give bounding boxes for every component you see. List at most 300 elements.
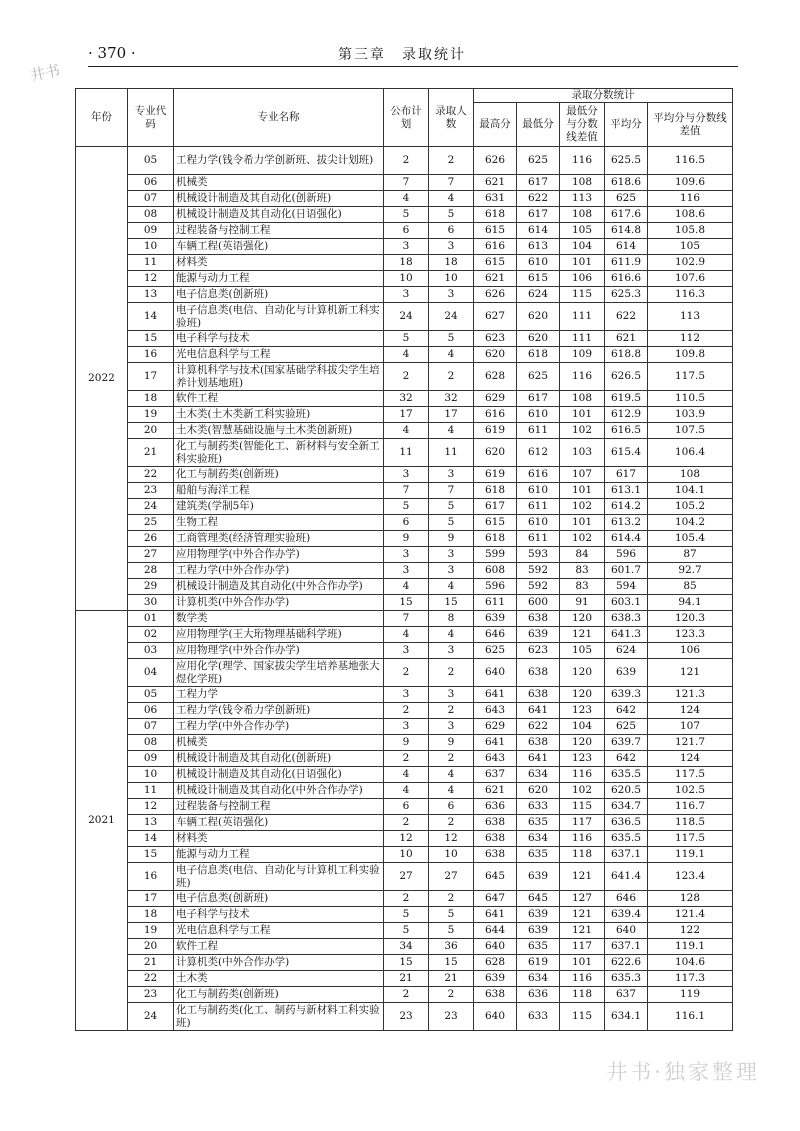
admitted-cell: 11 (429, 439, 474, 467)
plan-cell: 7 (384, 175, 429, 191)
admitted-cell: 18 (429, 255, 474, 271)
avg-cell: 620.5 (605, 783, 648, 799)
name-cell: 过程装备与控制工程 (174, 223, 384, 239)
avg-diff-cell: 117.5 (648, 767, 733, 783)
table-row (76, 1003, 733, 1031)
admitted-cell: 6 (429, 223, 474, 239)
avg-cell: 622.6 (605, 955, 648, 971)
min-diff-cell: 123 (560, 703, 605, 719)
plan-cell: 5 (384, 907, 429, 923)
admitted-cell: 5 (429, 907, 474, 923)
min-cell: 611 (517, 423, 560, 439)
min-diff-cell: 121 (560, 863, 605, 891)
avg-diff-cell: 104.2 (648, 515, 733, 531)
table-row (76, 863, 733, 891)
table-row (76, 287, 733, 303)
plan-cell: 4 (384, 783, 429, 799)
min-diff-cell: 120 (560, 687, 605, 703)
plan-cell: 9 (384, 531, 429, 547)
admitted-cell: 10 (429, 847, 474, 863)
min-diff-cell: 101 (560, 955, 605, 971)
name-cell: 应用物理学(中外合作办学) (174, 547, 384, 563)
name-cell: 船舶与海洋工程 (174, 483, 384, 499)
min-cell: 635 (517, 847, 560, 863)
max-cell: 638 (474, 815, 517, 831)
code-cell: 23 (128, 483, 174, 499)
table-row (76, 439, 733, 467)
plan-cell: 5 (384, 331, 429, 347)
avg-cell: 594 (605, 579, 648, 595)
avg-diff-cell: 102.5 (648, 783, 733, 799)
max-cell: 615 (474, 255, 517, 271)
min-diff-cell: 116 (560, 363, 605, 391)
avg-cell: 642 (605, 703, 648, 719)
col-year: 年份 (76, 89, 128, 147)
code-cell: 16 (128, 347, 174, 363)
avg-diff-cell: 112 (648, 331, 733, 347)
code-cell: 07 (128, 191, 174, 207)
min-cell: 612 (517, 439, 560, 467)
avg-cell: 616.5 (605, 423, 648, 439)
min-diff-cell: 108 (560, 391, 605, 407)
admitted-cell: 5 (429, 499, 474, 515)
max-cell: 621 (474, 783, 517, 799)
code-cell: 30 (128, 595, 174, 611)
avg-diff-cell: 85 (648, 579, 733, 595)
plan-cell: 4 (384, 767, 429, 783)
code-cell: 18 (128, 907, 174, 923)
max-cell: 631 (474, 191, 517, 207)
avg-cell: 614 (605, 239, 648, 255)
avg-diff-cell: 116.3 (648, 287, 733, 303)
table-row (76, 407, 733, 423)
avg-diff-cell: 116.7 (648, 799, 733, 815)
name-cell: 工程力学(钱令希力学创新班、拔尖计划班) (174, 147, 384, 175)
plan-cell: 5 (384, 499, 429, 515)
name-cell: 电子信息类(电信、自动化与计算机新工科实验班) (174, 303, 384, 331)
table-row (76, 391, 733, 407)
avg-diff-cell: 119.1 (648, 939, 733, 955)
max-cell: 628 (474, 363, 517, 391)
admitted-cell: 4 (429, 191, 474, 207)
max-cell: 618 (474, 483, 517, 499)
avg-cell: 635.5 (605, 767, 648, 783)
avg-cell: 613.1 (605, 483, 648, 499)
min-diff-cell: 105 (560, 223, 605, 239)
name-cell: 数学类 (174, 611, 384, 627)
admitted-cell: 4 (429, 767, 474, 783)
avg-diff-cell: 94.1 (648, 595, 733, 611)
name-cell: 土木类(智慧基础设施与土木类创新班) (174, 423, 384, 439)
code-cell: 10 (128, 239, 174, 255)
avg-cell: 641.4 (605, 863, 648, 891)
min-diff-cell: 111 (560, 331, 605, 347)
avg-diff-cell: 113 (648, 303, 733, 331)
admitted-cell: 5 (429, 331, 474, 347)
plan-cell: 3 (384, 643, 429, 659)
plan-cell: 6 (384, 799, 429, 815)
avg-diff-cell: 123.3 (648, 627, 733, 643)
name-cell: 工商管理类(经济管理实验班) (174, 531, 384, 547)
min-cell: 636 (517, 987, 560, 1003)
table-row (76, 627, 733, 643)
code-cell: 14 (128, 303, 174, 331)
code-cell: 09 (128, 223, 174, 239)
max-cell: 616 (474, 407, 517, 423)
max-cell: 636 (474, 799, 517, 815)
code-cell: 12 (128, 799, 174, 815)
avg-cell: 641.3 (605, 627, 648, 643)
admitted-cell: 5 (429, 923, 474, 939)
max-cell: 623 (474, 331, 517, 347)
min-cell: 617 (517, 207, 560, 223)
min-diff-cell: 120 (560, 611, 605, 627)
avg-diff-cell: 123.4 (648, 863, 733, 891)
max-cell: 617 (474, 499, 517, 515)
max-cell: 615 (474, 223, 517, 239)
avg-diff-cell: 104.6 (648, 955, 733, 971)
max-cell: 645 (474, 863, 517, 891)
min-diff-cell: 121 (560, 923, 605, 939)
avg-cell: 638.3 (605, 611, 648, 627)
min-cell: 617 (517, 391, 560, 407)
plan-cell: 32 (384, 391, 429, 407)
col-plan: 公布计划 (384, 89, 429, 147)
code-cell: 21 (128, 439, 174, 467)
avg-diff-cell: 105 (648, 239, 733, 255)
min-cell: 600 (517, 595, 560, 611)
avg-diff-cell: 116.5 (648, 147, 733, 175)
admitted-cell: 2 (429, 703, 474, 719)
max-cell: 639 (474, 611, 517, 627)
table-row (76, 223, 733, 239)
name-cell: 电子科学与技术 (174, 907, 384, 923)
avg-diff-cell: 117.5 (648, 363, 733, 391)
admitted-cell: 12 (429, 831, 474, 847)
min-diff-cell: 83 (560, 579, 605, 595)
avg-diff-cell: 117.3 (648, 971, 733, 987)
name-cell: 应用物理学(王大珩物理基础科学班) (174, 627, 384, 643)
min-cell: 613 (517, 239, 560, 255)
min-cell: 616 (517, 467, 560, 483)
max-cell: 640 (474, 939, 517, 955)
max-cell: 615 (474, 515, 517, 531)
avg-diff-cell: 108.6 (648, 207, 733, 223)
min-cell: 592 (517, 579, 560, 595)
max-cell: 638 (474, 987, 517, 1003)
name-cell: 工程力学 (174, 687, 384, 703)
min-cell: 622 (517, 719, 560, 735)
min-diff-cell: 116 (560, 767, 605, 783)
min-diff-cell: 111 (560, 303, 605, 331)
min-diff-cell: 108 (560, 207, 605, 223)
avg-cell: 634.7 (605, 799, 648, 815)
min-cell: 639 (517, 923, 560, 939)
min-diff-cell: 127 (560, 891, 605, 907)
min-diff-cell: 123 (560, 751, 605, 767)
avg-diff-cell: 119 (648, 987, 733, 1003)
min-cell: 619 (517, 955, 560, 971)
avg-cell: 619.5 (605, 391, 648, 407)
table-row (76, 483, 733, 499)
name-cell: 机械设计制造及其自动化(日语强化) (174, 207, 384, 223)
name-cell: 生物工程 (174, 515, 384, 531)
max-cell: 628 (474, 955, 517, 971)
avg-cell: 614.2 (605, 499, 648, 515)
max-cell: 646 (474, 627, 517, 643)
name-cell: 能源与动力工程 (174, 847, 384, 863)
plan-cell: 3 (384, 563, 429, 579)
avg-cell: 618.8 (605, 347, 648, 363)
code-cell: 17 (128, 891, 174, 907)
admitted-cell: 2 (429, 815, 474, 831)
avg-diff-cell: 103.9 (648, 407, 733, 423)
col-max: 最高分 (474, 103, 517, 147)
plan-cell: 4 (384, 191, 429, 207)
avg-diff-cell: 116 (648, 191, 733, 207)
name-cell: 机械设计制造及其自动化(创新班) (174, 191, 384, 207)
admitted-cell: 8 (429, 611, 474, 627)
min-diff-cell: 118 (560, 847, 605, 863)
avg-cell: 614.4 (605, 531, 648, 547)
min-diff-cell: 84 (560, 547, 605, 563)
table-row (76, 923, 733, 939)
plan-cell: 2 (384, 659, 429, 687)
min-cell: 615 (517, 271, 560, 287)
min-diff-cell: 103 (560, 439, 605, 467)
max-cell: 639 (474, 971, 517, 987)
name-cell: 计算机类(中外合作办学) (174, 595, 384, 611)
min-diff-cell: 102 (560, 783, 605, 799)
avg-diff-cell: 122 (648, 923, 733, 939)
table-row (76, 147, 733, 175)
table-row (76, 303, 733, 331)
min-diff-cell: 108 (560, 175, 605, 191)
avg-cell: 625.5 (605, 147, 648, 175)
table-row (76, 703, 733, 719)
code-cell: 06 (128, 175, 174, 191)
max-cell: 618 (474, 531, 517, 547)
plan-cell: 2 (384, 751, 429, 767)
table-row (76, 531, 733, 547)
min-cell: 625 (517, 147, 560, 175)
code-cell: 13 (128, 815, 174, 831)
max-cell: 643 (474, 751, 517, 767)
admitted-cell: 24 (429, 303, 474, 331)
min-cell: 639 (517, 863, 560, 891)
table-row (76, 515, 733, 531)
admitted-cell: 7 (429, 175, 474, 191)
avg-cell: 635.3 (605, 971, 648, 987)
code-cell: 19 (128, 407, 174, 423)
name-cell: 材料类 (174, 831, 384, 847)
max-cell: 643 (474, 703, 517, 719)
col-min: 最低分 (517, 103, 560, 147)
code-cell: 11 (128, 783, 174, 799)
plan-cell: 5 (384, 207, 429, 223)
max-cell: 629 (474, 719, 517, 735)
table-row (76, 239, 733, 255)
min-diff-cell: 115 (560, 799, 605, 815)
plan-cell: 9 (384, 735, 429, 751)
table-row (76, 611, 733, 627)
plan-cell: 3 (384, 287, 429, 303)
avg-diff-cell: 120.3 (648, 611, 733, 627)
min-diff-cell: 117 (560, 939, 605, 955)
plan-cell: 3 (384, 467, 429, 483)
table-row (76, 719, 733, 735)
min-diff-cell: 101 (560, 255, 605, 271)
admitted-cell: 9 (429, 735, 474, 751)
name-cell: 电子信息类(创新班) (174, 891, 384, 907)
code-cell: 21 (128, 955, 174, 971)
min-diff-cell: 102 (560, 499, 605, 515)
max-cell: 619 (474, 467, 517, 483)
plan-cell: 2 (384, 703, 429, 719)
plan-cell: 4 (384, 579, 429, 595)
admitted-cell: 4 (429, 423, 474, 439)
max-cell: 599 (474, 547, 517, 563)
chapter-title: 第三章 录取统计 (338, 47, 466, 63)
avg-cell: 611.9 (605, 255, 648, 271)
avg-diff-cell: 110.5 (648, 391, 733, 407)
table-row (76, 255, 733, 271)
min-diff-cell: 115 (560, 287, 605, 303)
avg-cell: 639 (605, 659, 648, 687)
table-row (76, 347, 733, 363)
avg-cell: 596 (605, 547, 648, 563)
min-diff-cell: 104 (560, 719, 605, 735)
min-cell: 617 (517, 175, 560, 191)
min-cell: 639 (517, 627, 560, 643)
plan-cell: 10 (384, 847, 429, 863)
table-row (76, 331, 733, 347)
name-cell: 化工与制药类(创新班) (174, 467, 384, 483)
avg-cell: 612.9 (605, 407, 648, 423)
max-cell: 638 (474, 831, 517, 847)
avg-cell: 634.1 (605, 1003, 648, 1031)
table-row (76, 847, 733, 863)
plan-cell: 7 (384, 483, 429, 499)
plan-cell: 15 (384, 955, 429, 971)
col-avg-diff: 平均分与分数线差值 (648, 103, 733, 147)
name-cell: 电子信息类(创新班) (174, 287, 384, 303)
name-cell: 能源与动力工程 (174, 271, 384, 287)
col-min-diff: 最低分与分数线差值 (560, 103, 605, 147)
code-cell: 08 (128, 207, 174, 223)
min-cell: 593 (517, 547, 560, 563)
avg-diff-cell: 87 (648, 547, 733, 563)
code-cell: 20 (128, 423, 174, 439)
table-row (76, 735, 733, 751)
min-diff-cell: 116 (560, 147, 605, 175)
name-cell: 光电信息科学与工程 (174, 347, 384, 363)
min-cell: 620 (517, 783, 560, 799)
max-cell: 619 (474, 423, 517, 439)
name-cell: 土木类 (174, 971, 384, 987)
code-cell: 02 (128, 627, 174, 643)
admitted-cell: 17 (429, 407, 474, 423)
table-row (76, 175, 733, 191)
plan-cell: 7 (384, 611, 429, 627)
admitted-cell: 3 (429, 467, 474, 483)
plan-cell: 10 (384, 271, 429, 287)
min-cell: 623 (517, 643, 560, 659)
min-cell: 635 (517, 815, 560, 831)
admitted-cell: 9 (429, 531, 474, 547)
code-cell: 05 (128, 687, 174, 703)
table-row (76, 423, 733, 439)
table-row (76, 467, 733, 483)
table-row (76, 363, 733, 391)
admitted-cell: 3 (429, 643, 474, 659)
code-cell: 09 (128, 751, 174, 767)
name-cell: 光电信息科学与工程 (174, 923, 384, 939)
plan-cell: 18 (384, 255, 429, 271)
max-cell: 611 (474, 595, 517, 611)
avg-cell: 635.5 (605, 831, 648, 847)
table-row (76, 643, 733, 659)
admitted-cell: 3 (429, 239, 474, 255)
avg-diff-cell: 109.6 (648, 175, 733, 191)
admitted-cell: 2 (429, 891, 474, 907)
table-row (76, 907, 733, 923)
name-cell: 车辆工程(英语强化) (174, 239, 384, 255)
code-cell: 17 (128, 363, 174, 391)
name-cell: 化工与制药类(化工、制药与新材料工科实验班) (174, 1003, 384, 1031)
min-cell: 638 (517, 611, 560, 627)
min-cell: 620 (517, 331, 560, 347)
avg-diff-cell: 121.4 (648, 907, 733, 923)
avg-cell: 625 (605, 719, 648, 735)
max-cell: 640 (474, 1003, 517, 1031)
min-cell: 611 (517, 499, 560, 515)
avg-cell: 637 (605, 987, 648, 1003)
name-cell: 过程装备与控制工程 (174, 799, 384, 815)
table-row (76, 891, 733, 907)
table-row (76, 799, 733, 815)
avg-diff-cell: 124 (648, 751, 733, 767)
avg-diff-cell: 104.1 (648, 483, 733, 499)
avg-diff-cell: 105.4 (648, 531, 733, 547)
plan-cell: 11 (384, 439, 429, 467)
avg-diff-cell: 121.7 (648, 735, 733, 751)
max-cell: 644 (474, 923, 517, 939)
avg-cell: 617 (605, 467, 648, 483)
min-diff-cell: 101 (560, 515, 605, 531)
max-cell: 647 (474, 891, 517, 907)
admitted-cell: 4 (429, 783, 474, 799)
min-cell: 634 (517, 971, 560, 987)
avg-cell: 624 (605, 643, 648, 659)
stamp-mark: 井书 (28, 61, 62, 85)
min-diff-cell: 120 (560, 735, 605, 751)
plan-cell: 17 (384, 407, 429, 423)
plan-cell: 5 (384, 923, 429, 939)
plan-cell: 4 (384, 347, 429, 363)
avg-cell: 640 (605, 923, 648, 939)
min-diff-cell: 113 (560, 191, 605, 207)
min-cell: 624 (517, 287, 560, 303)
min-diff-cell: 83 (560, 563, 605, 579)
plan-cell: 3 (384, 547, 429, 563)
code-cell: 23 (128, 987, 174, 1003)
avg-diff-cell: 106 (648, 643, 733, 659)
plan-cell: 34 (384, 939, 429, 955)
admission-stats-table (75, 88, 733, 1031)
plan-cell: 4 (384, 423, 429, 439)
admitted-cell: 2 (429, 751, 474, 767)
